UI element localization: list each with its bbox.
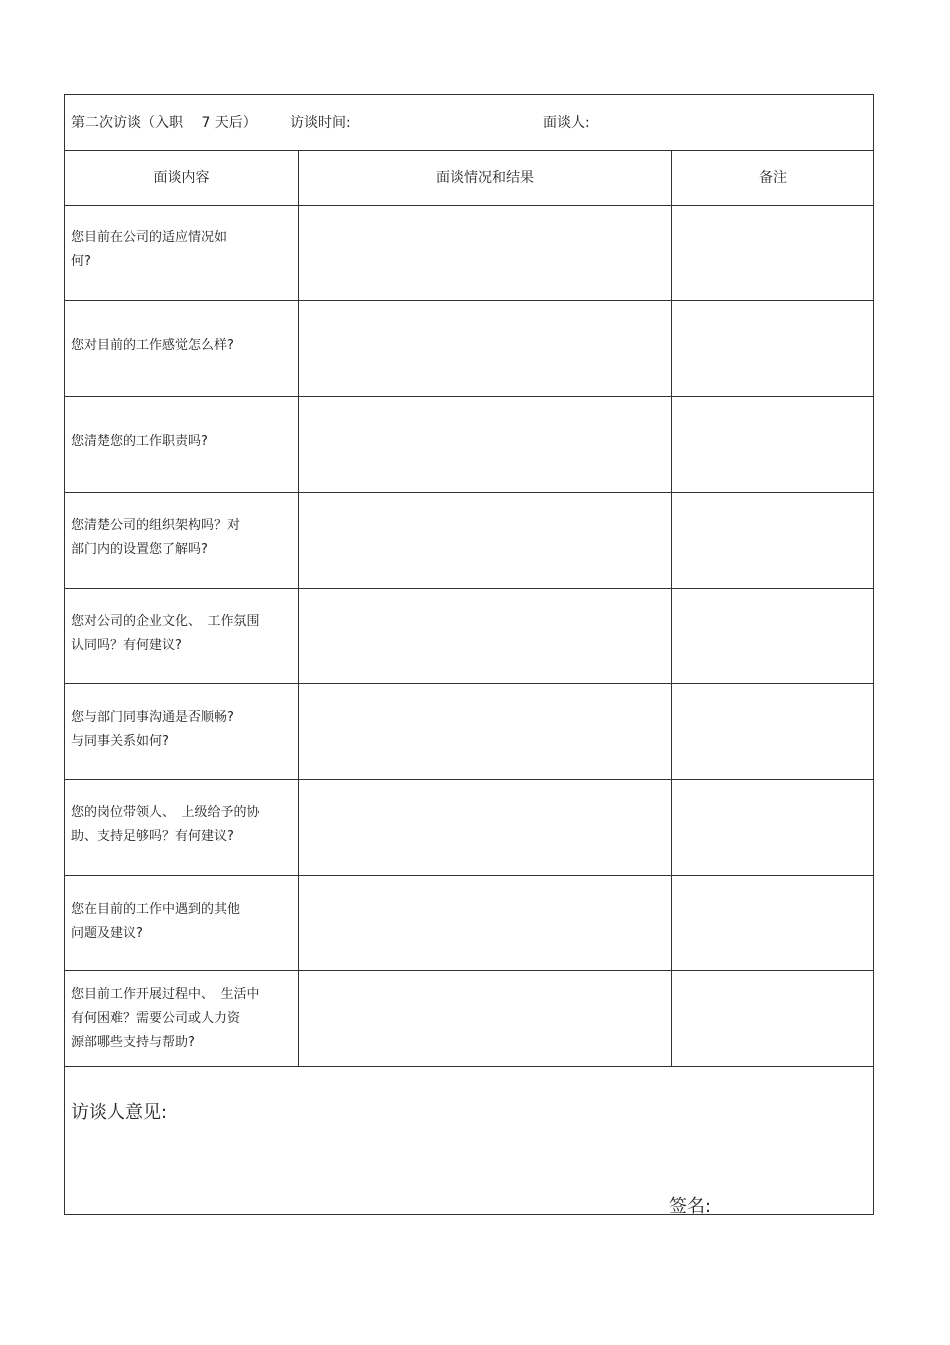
table-row xyxy=(65,971,873,1067)
form-title: 第二次访谈（入职 7 天后） xyxy=(71,115,257,131)
interviewer-label: 面谈人: xyxy=(543,115,590,131)
question-3: 您清楚您的工作职责吗? xyxy=(71,434,208,449)
interviewer-opinion-label: 访谈人意见: xyxy=(71,1102,168,1123)
question-7: 您的岗位带领人、 上级给予的协 助、支持足够吗？有何建议? xyxy=(71,805,260,844)
question-2: 您对目前的工作感觉怎么样? xyxy=(71,338,234,353)
table-row xyxy=(65,397,873,493)
column-header-content: 面谈内容 xyxy=(153,170,210,186)
question-1: 您目前在公司的适应情况如 何? xyxy=(71,230,228,269)
interview-time-label: 访谈时间: xyxy=(290,115,351,131)
table-row xyxy=(65,876,873,971)
table-row xyxy=(65,780,873,876)
column-header-result: 面谈情况和结果 xyxy=(436,170,534,186)
question-4: 您清楚公司的组织架构吗？对 部门内的设置您了解吗? xyxy=(71,518,241,557)
table-row xyxy=(65,206,873,301)
question-8: 您在目前的工作中遇到的其他 问题及建议? xyxy=(71,902,241,941)
signature-label: 签名: xyxy=(669,1196,712,1217)
form-header xyxy=(65,95,873,151)
question-5: 您对公司的企业文化、 工作氛围 认同吗？有何建议? xyxy=(71,614,260,653)
question-6: 您与部门同事沟通是否顺畅? 与同事关系如何? xyxy=(71,710,234,749)
table-row xyxy=(65,493,873,589)
table-row xyxy=(65,684,873,780)
column-header-remarks: 备注 xyxy=(759,170,787,186)
column-header-row xyxy=(65,151,873,206)
interview-form xyxy=(64,94,874,1215)
question-9: 您目前工作开展过程中、 生活中 有何困难？需要公司或人力资 源部哪些支持与帮助? xyxy=(71,987,260,1050)
table-row xyxy=(65,301,873,397)
table-row xyxy=(65,589,873,684)
